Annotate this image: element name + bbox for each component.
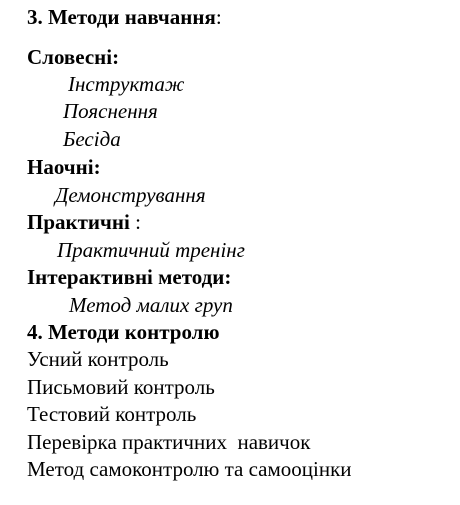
- method-item: Бесіда: [63, 127, 121, 151]
- section-3-heading: [27, 7, 222, 28]
- control-item: Метод самоконтролю та самооцінки: [27, 457, 352, 481]
- method-item: Інструктаж: [68, 72, 185, 96]
- method-item: Пояснення: [63, 99, 158, 123]
- section-3-heading-colon: :: [215, 5, 222, 29]
- group-title-interactive: Інтерактивні методи:: [27, 265, 232, 289]
- section-3-heading-text: 3. Методи навчання: [27, 5, 216, 29]
- method-item: Демонстрування: [55, 183, 206, 207]
- group-title-practical-text: Практичні: [27, 210, 130, 234]
- control-item: Перевірка практичних навичок: [27, 430, 311, 454]
- control-item: Письмовий контроль: [27, 375, 215, 399]
- group-title-visual: Наочні:: [27, 155, 101, 179]
- method-item: Практичний тренінг: [57, 238, 245, 262]
- group-title-practical: [27, 212, 141, 233]
- method-item: Метод малих груп: [69, 293, 233, 317]
- section-4-heading: 4. Методи контролю: [27, 320, 220, 344]
- control-item: Усний контроль: [27, 347, 169, 371]
- group-title-verbal: Словесні:: [27, 45, 120, 69]
- group-title-practical-colon: :: [129, 210, 141, 234]
- control-item: Тестовий контроль: [27, 402, 197, 426]
